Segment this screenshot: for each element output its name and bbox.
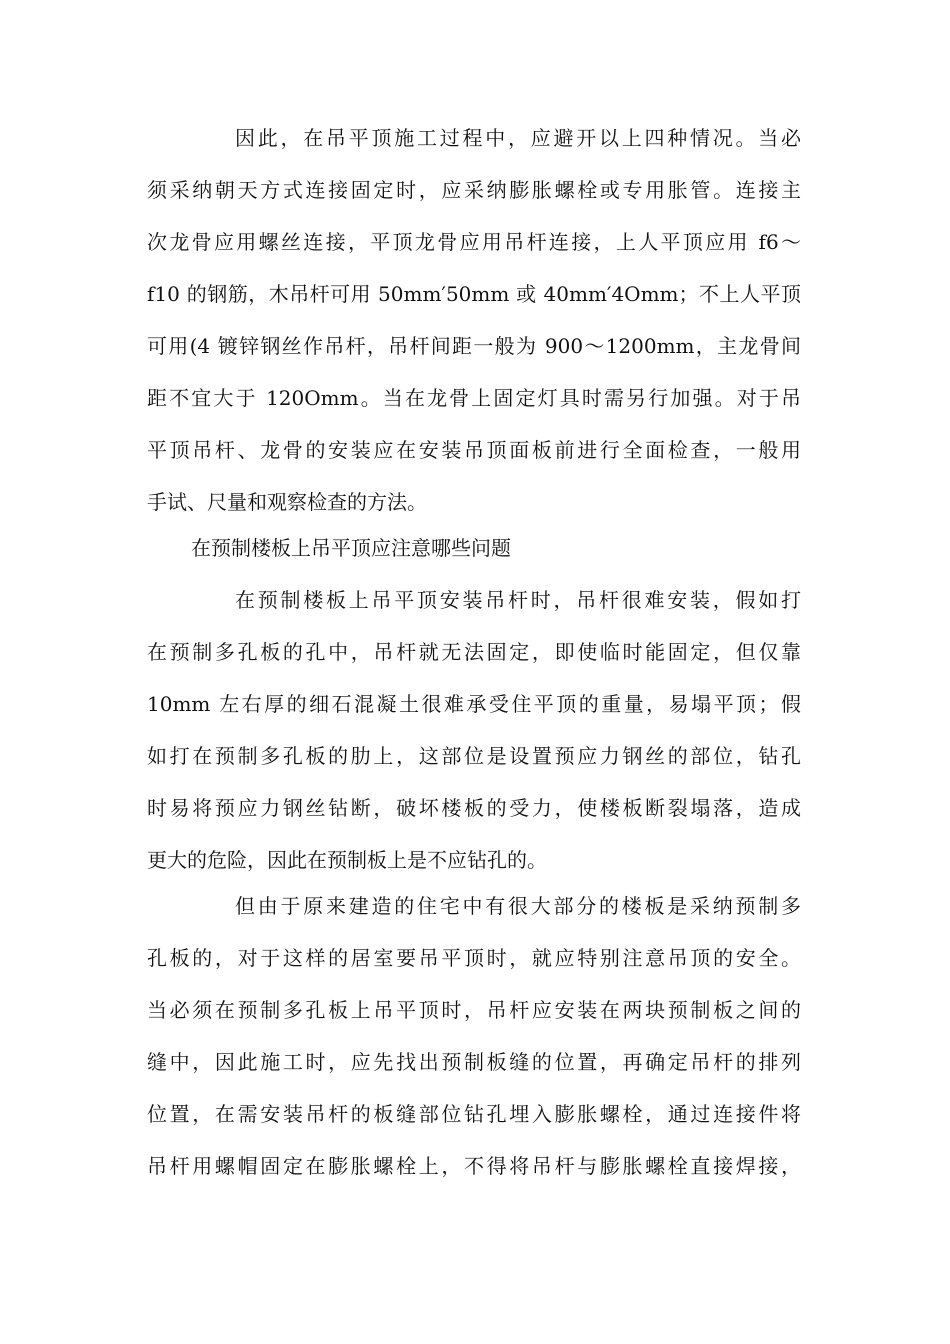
text-line: 10mm 左右厚的细石混凝土很难承受住平顶的重量，易塌平顶；假	[147, 692, 801, 716]
paragraph-ceiling-installation	[147, 112, 801, 528]
text-line: 更大的危险，因此在预制板上是不应钻孔的。	[147, 848, 547, 872]
text-line: 因此，在吊平顶施工过程中，应避开以上四种情况。当必	[235, 126, 801, 150]
paragraph-prefab-slab-risk	[147, 574, 801, 886]
text-line: 缝中，因此施工时，应先找出预制板缝的位置，再确定吊杆的排列	[147, 1050, 801, 1074]
text-line: 孔板的，对于这样的居室要吊平顶时，就应特别注意吊顶的安全。	[147, 946, 801, 970]
text-line: 手试、尺量和观察检查的方法。	[147, 490, 427, 514]
text-line: 在预制楼板上吊平顶安装吊杆时，吊杆很难安装，假如打	[235, 588, 801, 612]
text-line: 在预制多孔板的孔中，吊杆就无法固定，即使临时能固定，但仅靠	[147, 640, 801, 664]
text-line: 次龙骨应用螺丝连接，平顶龙骨应用吊杆连接，上人平顶应用 f6～	[147, 230, 801, 254]
text-line: f10 的钢筋，木吊杆可用 50mm′50mm 或 40mm′4Omm；不上人平顶	[147, 282, 801, 306]
text-line: 时易将预应力钢丝钻断，破坏楼板的受力，使楼板断裂塌落，造成	[147, 796, 801, 820]
text-line: 位置，在需安装吊杆的板缝部位钻孔埋入膨胀螺栓，通过连接件将	[147, 1102, 801, 1126]
text-line: 须采纳朝天方式连接固定时，应采纳膨胀螺栓或专用胀管。连接主	[147, 178, 801, 202]
text-line: 距不宜大于 120Omm。当在龙骨上固定灯具时需另行加强。对于吊	[147, 386, 801, 410]
text-line: 吊杆用螺帽固定在膨胀螺栓上，不得将吊杆与膨胀螺栓直接焊接，	[147, 1154, 801, 1178]
paragraph-prefab-slab-solution	[147, 880, 801, 1192]
section-heading: 在预制楼板上吊平顶应注意哪些问题	[191, 536, 511, 560]
text-line: 如打在预制多孔板的肋上，这部位是设置预应力钢丝的部位，钻孔	[147, 744, 801, 768]
text-line: 但由于原来建造的住宅中有很大部分的楼板是采纳预制多	[235, 894, 801, 918]
text-line: 可用(4 镀锌钢丝作吊杆，吊杆间距一般为 900～1200mm，主龙骨间	[147, 334, 801, 358]
text-line: 平顶吊杆、龙骨的安装应在安装吊顶面板前进行全面检查，一般用	[147, 438, 801, 462]
text-line: 当必须在预制多孔板上吊平顶时，吊杆应安装在两块预制板之间的	[147, 998, 801, 1022]
